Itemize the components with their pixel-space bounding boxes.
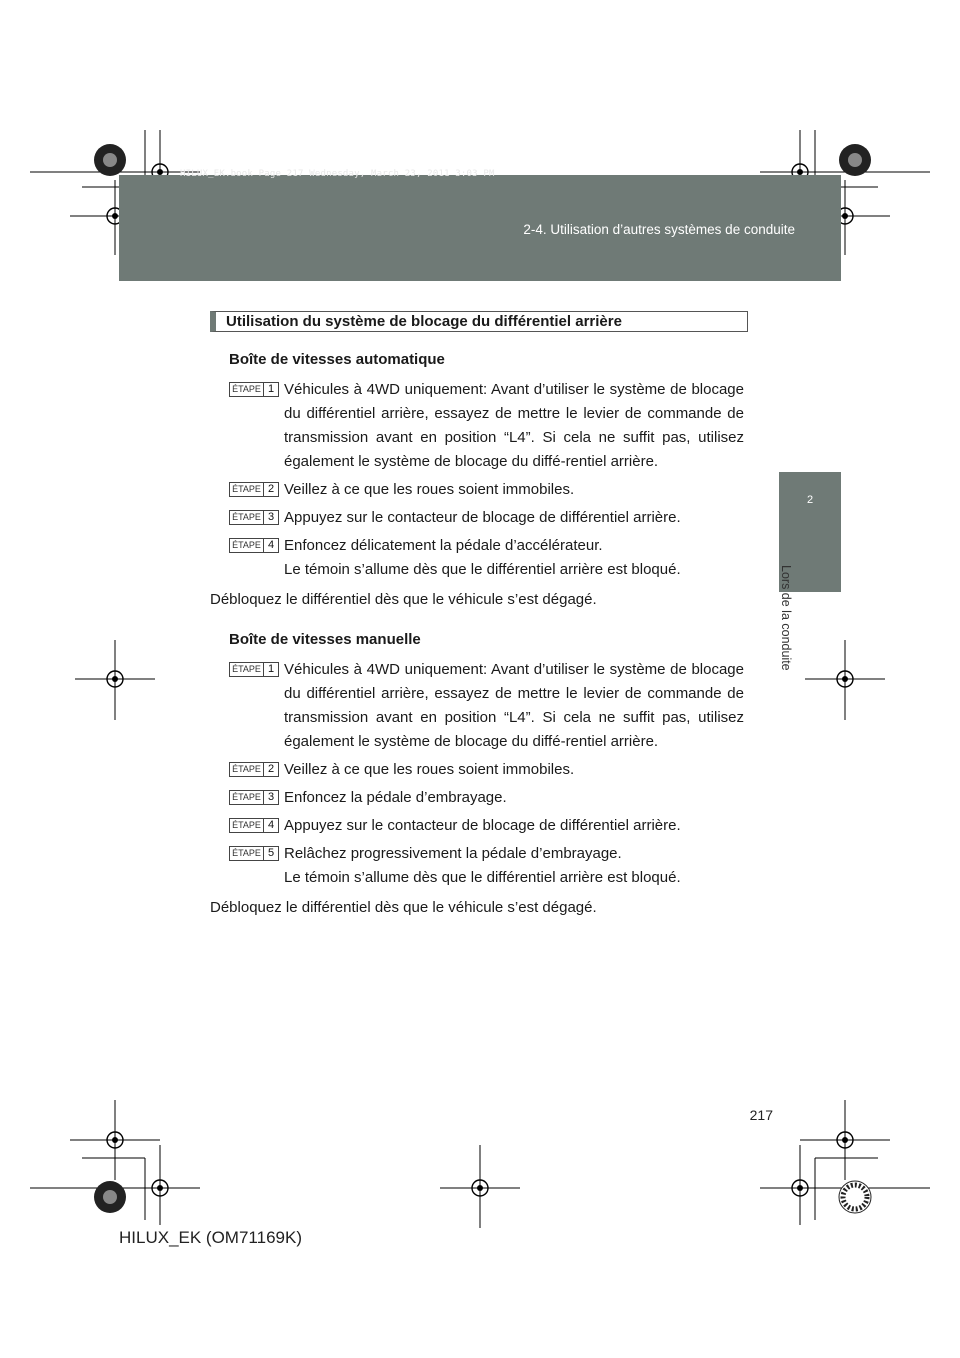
step-text: Relâchez progressivement la pédale d’embrayage. bbox=[284, 845, 622, 862]
step-item bbox=[229, 378, 744, 474]
step-text: Enfoncez la pédale d’embrayage. bbox=[284, 789, 507, 806]
step-badge: ÉTAPE 3 bbox=[229, 790, 279, 805]
step-item bbox=[229, 786, 744, 810]
section-header: 2-4. Utilisation d’autres systèmes de conduite bbox=[523, 222, 795, 237]
step-text: Appuyez sur le contacteur de blocage de différentiel arrière. bbox=[284, 817, 681, 834]
main-content bbox=[210, 348, 744, 920]
step-text-secondary: Le témoin s’allume dès que le différentiel arrière est bloqué. bbox=[284, 561, 681, 578]
step-item bbox=[229, 814, 744, 838]
step-item bbox=[229, 658, 744, 754]
step-text: Véhicules à 4WD uniquement: Avant d’utiliser le système de blocage du différentiel arrière, essayez de mettre le levier de commande de transmission avant en position “L4”. Si cela ne suffit pas, utilisez également le système de blocage du diffé-rentiel arrière. bbox=[284, 381, 744, 470]
section-title-box: Utilisation du système de blocage du différentiel arrière bbox=[210, 311, 748, 332]
subheading-automatic: Boîte de vitesses automatique bbox=[229, 351, 445, 368]
page-number: 217 bbox=[749, 1107, 773, 1123]
manual-transmission-section bbox=[210, 628, 744, 920]
step-item bbox=[229, 506, 744, 530]
step-badge: ÉTAPE 3 bbox=[229, 510, 279, 525]
step-item bbox=[229, 842, 744, 890]
release-note: Débloquez le différentiel dès que le véhicule s’est dégagé. bbox=[210, 591, 597, 608]
step-badge: ÉTAPE 4 bbox=[229, 818, 279, 833]
step-text: Veillez à ce que les roues soient immobiles. bbox=[284, 761, 575, 778]
step-badge: ÉTAPE 1 bbox=[229, 382, 279, 397]
step-badge: ÉTAPE 5 bbox=[229, 846, 279, 861]
chapter-number: 2 bbox=[806, 494, 814, 506]
step-text: Appuyez sur le contacteur de blocage de différentiel arrière. bbox=[284, 509, 681, 526]
chapter-label: Lors de la conduite bbox=[779, 565, 793, 671]
step-badge: ÉTAPE 1 bbox=[229, 662, 279, 677]
subheading-manual: Boîte de vitesses manuelle bbox=[229, 631, 421, 648]
step-badge: ÉTAPE 2 bbox=[229, 482, 279, 497]
step-text: Veillez à ce que les roues soient immobiles. bbox=[284, 481, 575, 498]
step-item bbox=[229, 478, 744, 502]
release-note: Débloquez le différentiel dès que le véhicule s’est dégagé. bbox=[210, 899, 597, 916]
footer-model-code: HILUX_EK (OM71169K) bbox=[119, 1228, 302, 1247]
step-badge: ÉTAPE 2 bbox=[229, 762, 279, 777]
step-text: Enfoncez délicatement la pédale d’accélérateur. bbox=[284, 537, 603, 554]
step-badge: ÉTAPE 4 bbox=[229, 538, 279, 553]
step-text: Véhicules à 4WD uniquement: Avant d’utiliser le système de blocage du différentiel arrière, essayez de mettre le levier de commande de transmission avant en position “L4”. Si cela ne suffit pas, utilisez également le système de blocage du diffé-rentiel arrière. bbox=[284, 661, 744, 750]
step-text-secondary: Le témoin s’allume dès que le différentiel arrière est bloqué. bbox=[284, 869, 681, 886]
automatic-transmission-section bbox=[210, 348, 744, 612]
step-item bbox=[229, 534, 744, 582]
step-item bbox=[229, 758, 744, 782]
book-stamp: HILUX_EK.book Page 217 Wednesday, March 23, 2011 3:03 PM bbox=[180, 169, 495, 179]
